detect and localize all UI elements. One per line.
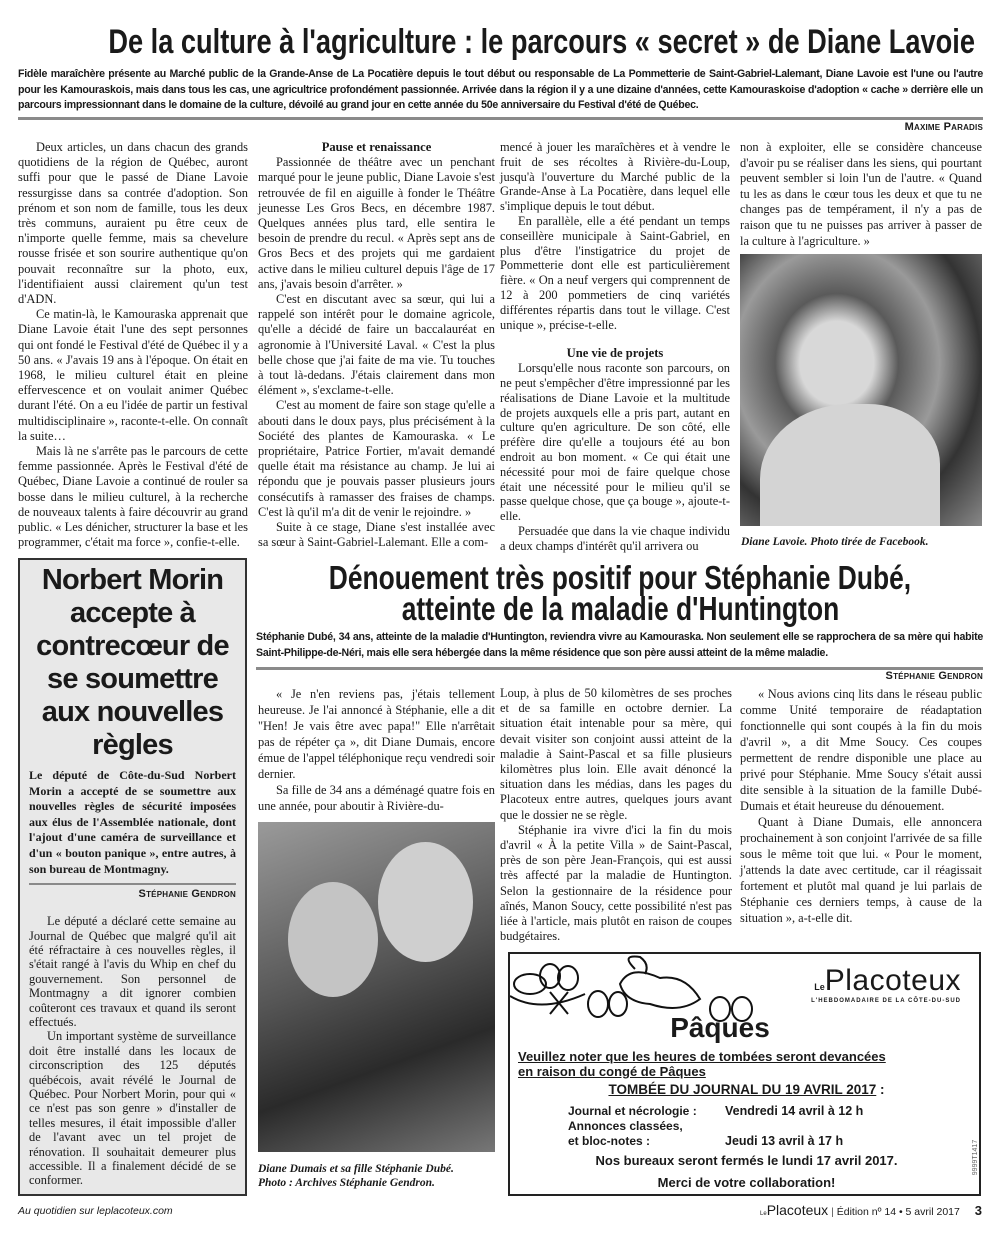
article1-column-4 [740, 140, 982, 249]
ad-notice [518, 1049, 886, 1079]
paragraph: Lorsqu'elle nous raconte son parcours, on ne peut s'empêcher d'être impressionné par les réalisations de Diane Lavoie et la multitude de projets auxquels elle a pris part, autant en culture qu'en agriculture. De son côté, elle préfère dire qu'elle a toujours été au bon endroit au bon moment. « Ce qui était une nécessité pour moi de faire quelque chose était une nécessité pour le milieu qu'il se passe quelque chose, que ça bouge », ajoute-t-elle. [500, 361, 730, 524]
diane-lavoie-photo [740, 254, 982, 526]
article1-byline: Maxime Paradis [904, 121, 983, 133]
dumais-dube-photo [258, 822, 495, 1152]
paragraph: « Je n'en reviens pas, j'étais tellement heureuse. Je l'ai annoncé à Stéphanie, elle a dit "Hen! Je vais être avec papa!" Elle n'arrêtait pas de répéter ça », dit Diane Dumais, encore émue de l'appel téléphonique reçu vendredi soir dernier. [258, 687, 495, 781]
footer-logo: Placoteux [766, 1202, 829, 1218]
row-value: Vendredi 14 avril à 12 h [725, 1104, 864, 1118]
closed-notice: Nos bureaux seront fermés le lundi 17 avril 2017. [595, 1153, 898, 1168]
photo-figure [760, 404, 940, 526]
paragraph: Quant à Diane Dumais, elle annoncera prochainement à son conjoint l'arrivée de sa fille sous le même toit que lui. « Pour le moment, j'attends la date avec certitude, car il réagissait fortement et plutôt mal quand je lui parlais de Stéphanie ces derniers temps, à cause de la situation », a-t-elle dit. [740, 815, 982, 925]
page-number: 3 [974, 1203, 982, 1218]
paragraph: C'est en discutant avec sa sœur, qui lui a rappelé son intérêt pour le domaine agricole, qu'elle a décidé de faire un baccalauréat en agronomie à l'Université Laval. « C'est la plus belle chose que j'ai faite de ma vie. Tu touches à tout là-dedans. J'étais clairement dans mon élément », s'exclame-t-elle. [258, 292, 495, 398]
paragraph: C'est au moment de faire son stage qu'elle a abouti dans le doux pays, plus précisément à la Société des plantes de Kamouraska. « Le propriétaire, Patrice Fortier, m'avait demandé quelle était ma résistance au champ. Je lui ai répondu que je pouvais passer plusieurs jours consécutifs à ramasser des fraises de champs. C'est là qu'il m'a dit de venir le rejoindre. » [258, 398, 495, 519]
logo-text: Placoteux [824, 964, 961, 997]
paragraph: Persuadée que dans la vie chaque individu a deux champs d'intérêt qu'il arrivera ou [500, 523, 730, 553]
deadline-labels [568, 1104, 697, 1149]
logo-le: Le [814, 982, 825, 992]
sidebar-body [20, 900, 245, 1188]
footer-info: LePlacoteux | Édition nº 14 • 5 avril 2017 3 [760, 1202, 982, 1218]
article2-deck: Stéphanie Dubé, 34 ans, atteinte de la maladie d'Huntington, reviendra vivre au Kamouraska. Non seulement elle se rapprochera de sa mère qui habite Saint-Philippe-de-Néri, mais elle sera hébergée dans la même résidence que son père aussi atteint de la même maladie. [256, 631, 983, 659]
footer-logo-le: Le [760, 1211, 767, 1217]
thanks: Merci de votre collaboration! [657, 1175, 836, 1190]
article1-column-3 [500, 140, 730, 554]
paragraph: Ce matin-là, le Kamouraska apprenait que Diane Lavoie était l'une des sept personnes qui ont fondé le Festival d'été de Québec il y a 50 ans. « J'avais 19 ans à l'époque. On était en 1968, le milieu culturel était en pleine effervescence et on voulait animer Québec durant l'été. On a eu l'idée de partir un festival multidisciplinaire », raconte-t-elle. On connaît la suite… [18, 307, 249, 443]
deadline-title-text: TOMBÉE DU JOURNAL DU 19 AVRIL 2017 [608, 1082, 877, 1097]
sidebar-deck: Le député de Côte-du-Sud Norbert Morin a accepté de se soumettre aux nouvelles règles de sécurité imposées aux élus de l'Assemblée nationale, dont l'ajout d'une caméra de surveillance et d'un « bouton panique », entre autres, à son bureau de Montmagny. [29, 768, 236, 876]
subheading: Une vie de projets [566, 346, 664, 361]
ad-code: 9999T1417 [971, 1139, 979, 1176]
edition-info: Édition nº 14 • 5 avril 2017 [836, 1206, 960, 1218]
article2-headline: Dénouement très positif pour Stéphanie Dubé, atteinte de la maladie d'Huntington [328, 559, 912, 627]
paragraph: En parallèle, elle a été pendant un temps conseillère municipale à Saint-Gabriel, en plus d'être l'instigatrice du projet de Pommetterie dont elle est particulièrement fière. « On a neuf vergers qui comprennent de 12 à 200 pommetiers de cinq variétés différentes répartis dans tout le village. C'est unique », précise-t-elle. [500, 213, 730, 332]
article1-headline: De la culture à l'agriculture : le parcours « secret » de Diane Lavoie [108, 23, 975, 61]
row-label: et bloc-notes : [568, 1134, 651, 1148]
photo-caption [258, 1162, 498, 1190]
paragraph: non à exploiter, elle se considère chanceuse d'avoir pu se réaliser dans les siens, qui pourtant peuvent sembler si loin l'un de l'autre. « Quand tu les as dans le cœur tous les deux et que tu ne changes pas de tempérament, il n'y a pas de raison que tu ne puisses pas arriver à passer de la culture à l'agriculture. » [740, 140, 982, 248]
paragraph: Mais là ne s'arrête pas le parcours de cette femme passionnée. Après le Festival d'été de Québec, Diane Lavoie a continué de rouler sa bosse dans le milieu culturel, à la recherche de nouveaux talents à faire découvrir au grand public. « Les dénicher, structurer la base et les programmer, c'était ma force », confie-t-elle. [18, 444, 248, 550]
colon: : [876, 1082, 885, 1097]
sidebar-headline: Norbert Morin accepte à contrecœur de se soumettre aux nouvelles règles [36, 564, 229, 761]
row-label: Annonces classées, [568, 1119, 683, 1133]
deadline-values [725, 1104, 863, 1149]
paragraph: Stéphanie ira vivre d'ici la fin du mois d'avril « À la petite Villa » de Saint-Pascal, près de son père Jean-François, qui est aussi très affecté par la maladie de Huntington. Selon la gestionnaire de la résidence pour aînés, Manon Soucy, cette possibilité n'est pas liée à l'article, mais plutôt en raison de coupes budgétaires. [500, 822, 732, 944]
photo-face [378, 842, 473, 962]
paragraph: Suite à ce stage, Diane s'est installée avec sa sœur à Saint-Gabriel-Lalemant. Elle a com- [258, 520, 495, 550]
paragraph: Sa fille de 34 ans a déménagé quatre fois en une année, pour aboutir à Rivière-du- [258, 783, 495, 813]
notice-line: en raison du congé de Pâques [518, 1064, 706, 1079]
paragraph: Le député a déclaré cette semaine au Journal de Québec que malgré qu'il ait été réfractaire à ces nouvelles règles, il s'était rangé à l'avis du Whip en chef du gouvernement. Son personnel de Montmagny a dit ignorer combien coûteront ces travaux et quand ils seront effectués. [29, 914, 236, 1029]
footer-website: Au quotidien sur leplacoteux.com [18, 1205, 173, 1217]
caption-line: Photo : Archives Stéphanie Gendron. [258, 1177, 435, 1189]
paragraph: Passionnée de théâtre avec un penchant marqué pour le jeune public, Diane Lavoie s'est retrouvée de fil en aiguille à fonder le Théâtre jeunesse Les Gros Becs, en décembre 1987. Quelques années plus tard, elle sentira le besoin de prendre du recul. « Après sept ans de Gros Becs et des projets qui me gardaient active dans le milieu culturel depuis l'âge de 17 ans, j'avais besoin d'arrêter. » [258, 155, 495, 291]
sidebar-article-box [18, 558, 247, 1196]
article2-column-3 [740, 686, 982, 926]
paragraph: Deux articles, un dans chacun des grands quotidiens de la région de Québec, auront suffi pour que le passé de Diane Lavoie ressurgisse dans sa contrée d'adoption. Son prénom et son nom de famille, tous les deux très communs, auraient pu être ceux de n'importe quelle femme, mais sa chevelure rousse frisée et son sourire authentique qu'on pouvait reconnaître sur la photo, eux, l'identifiaient aussi clairement qu'un test d'ADN. [18, 140, 248, 307]
photo-caption: Diane Lavoie. Photo tirée de Facebook. [741, 536, 929, 548]
caption-line: Diane Dumais et sa fille Stéphanie Dubé. [258, 1163, 454, 1175]
placoteux-logo [811, 964, 961, 1004]
photo-face [288, 882, 378, 997]
article1-column-1 [18, 140, 248, 550]
article1-deck: Fidèle maraîchère présente au Marché public de la Grande-Anse de La Pocatière depuis le tout début ou responsable de La Pommetterie de Saint-Gabriel-Lalemant, Diane Lavoie est l'une ou l'autre pour les Kamouraskois, mais dans tous les cas, une agricultrice profondément passionnée. Arrivée dans la région il y a une dizaine d'années, cette Kamouraskoise d'adoption « cache » derrière elle un parcours impressionnant dans le domaine de la culture, dévoilé au grand jour en cette année du 50e anniversaire du Festival d'été de Québec. [18, 68, 983, 111]
row-label: Journal et nécrologie : [568, 1104, 697, 1118]
ad-title: Pâques [670, 1012, 770, 1043]
paragraph: « Nous avions cinq lits dans le réseau public comme Unité temporaire de réadaptation fonctionnelle qui sont coupés à la fin du mois d'avril », a dit Mme Soucy. Ces coupes permettent de rendre disponible une place au privé pour Stéphanie. Mme Soucy s'était aussi dite sensible à la situation de la famille Dubé-Dumais et était heureuse du dénouement. [740, 687, 982, 813]
divider [18, 117, 983, 120]
article2-column-2 [500, 686, 732, 944]
article1-column-2 [258, 140, 495, 550]
paragraph: Un important système de surveillance doit être installé dans les locaux de circonscription des 125 députés québécois, avait révélé le Journal de Québec. Pour Norbert Morin, pour qui « ce n'est pas son genre » d'installer de telles mesures, il était impossible d'aller de l'avant avec un tel projet de rénovation. Il souhaitait demeurer plus accessible. Il a finalement décidé de se conformer. [29, 1029, 236, 1188]
easter-notice-ad [508, 952, 981, 1196]
logo-tagline: L'HEBDOMADAIRE DE LA CÔTE-DU-SUD [811, 998, 961, 1004]
article2-byline: Stéphanie Gendron [885, 670, 983, 682]
sidebar-byline: Stéphanie Gendron [138, 888, 236, 901]
article2-column-1 [258, 686, 495, 814]
row-value: Jeudi 13 avril à 17 h [725, 1134, 844, 1148]
subheading: Pause et renaissance [321, 140, 432, 154]
deadline-title [510, 1082, 983, 1097]
paragraph: Loup, à plus de 50 kilomètres de ses proches et de sa famille en octobre dernier. La situation était intenable pour sa mère, qui devait visiter son conjoint aussi atteint de la maladie à Saint-Pascal et sa fille plusieurs kilomètres plus loin. Elle avait dénoncé la situation dans les médias, dans les pages du Placoteux entre autres, quelques jours avant que le dossier ne se règle. [500, 686, 732, 822]
paragraph: mencé à jouer les maraîchères et à vendre le fruit de ses récoltes à Rivière-du-Loup, jusqu'à l'ouverture du Marché public de la Grande-Anse à La Pocatière, dans lequel elle s'implique depuis le tout début. [500, 140, 730, 214]
notice-line: Veuillez noter que les heures de tombées seront devancées [518, 1049, 886, 1064]
